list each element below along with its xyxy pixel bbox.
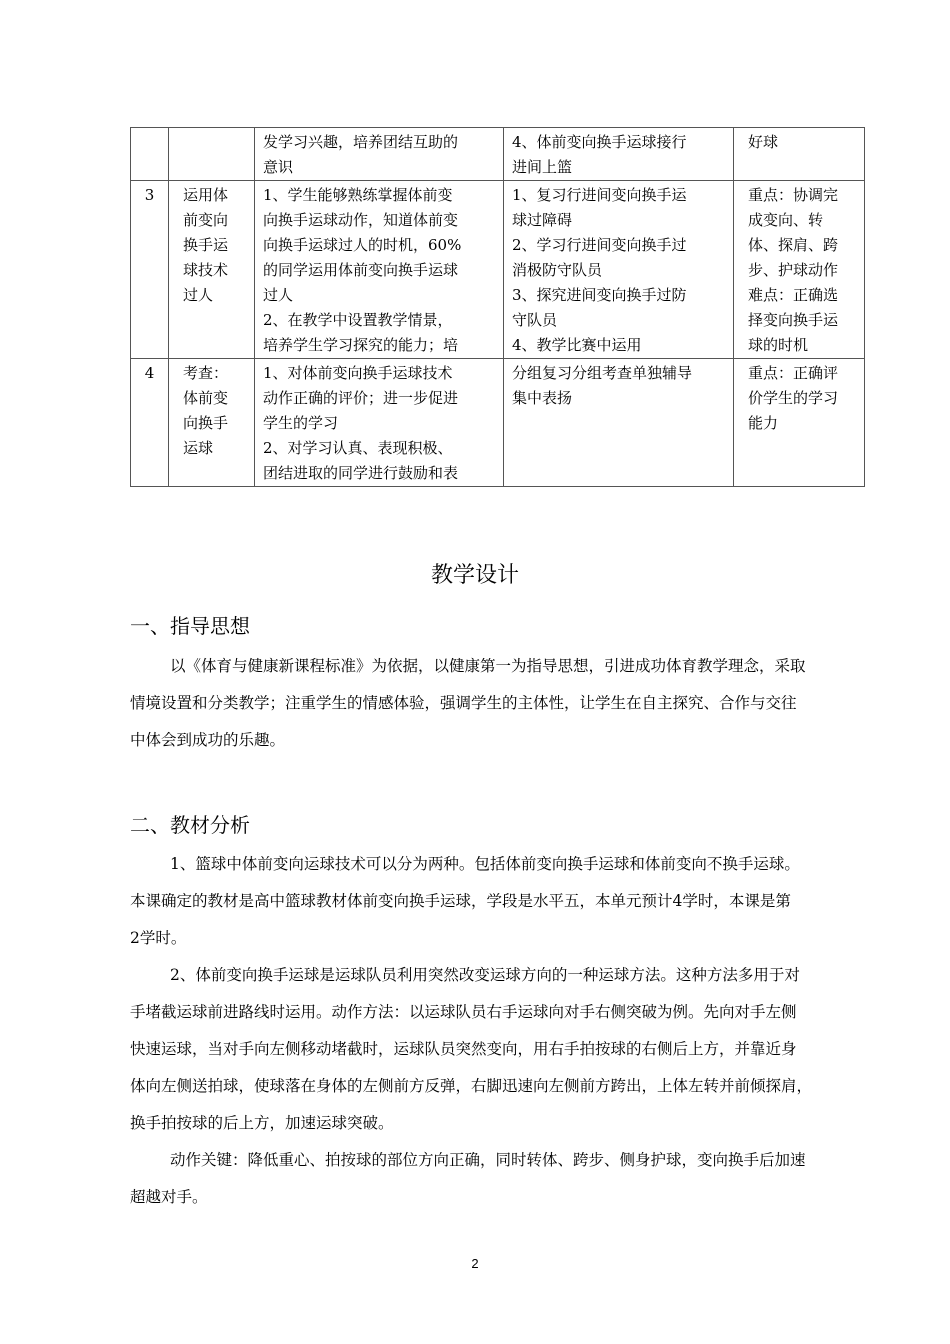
cell-line: 守队员 bbox=[512, 311, 558, 329]
cell-line: 集中表扬 bbox=[512, 389, 573, 407]
section2-paragraph-2 bbox=[130, 957, 870, 1142]
row-number: 3 bbox=[144, 186, 155, 204]
text-line: 2学时。 bbox=[130, 929, 187, 947]
cell-focus bbox=[734, 359, 865, 487]
cell-line: 1、学生能够熟练掌握体前变 bbox=[263, 186, 453, 204]
table-row bbox=[131, 181, 865, 359]
cell-line: 能力 bbox=[748, 414, 779, 432]
cell-line: 价学生的学习 bbox=[748, 389, 839, 407]
cell-line: 考查： bbox=[183, 364, 229, 382]
cell-line: 球的时机 bbox=[748, 336, 809, 354]
cell-line: 1、复习行进间变向换手运 bbox=[512, 186, 687, 204]
cell-line: 分组复习分组考查单独辅导 bbox=[512, 364, 693, 382]
cell-line: 重点：正确评 bbox=[748, 364, 839, 382]
cell-line: 2、对学习认真、表现积极、 bbox=[263, 439, 453, 457]
cell-line: 1、对体前变向换手运球技术 bbox=[263, 364, 453, 382]
table-row bbox=[131, 128, 865, 181]
cell-content bbox=[504, 128, 734, 181]
text-line: 动作关键：降低重心、拍按球的部位方向正确，同时转体、跨步、侧身护球，变向换手后加速 bbox=[170, 1151, 806, 1169]
lesson-plan-table bbox=[130, 127, 865, 487]
cell-line: 团结进取的同学进行鼓励和表 bbox=[263, 464, 459, 482]
cell-line: 学生的学习 bbox=[263, 414, 339, 432]
cell-goals bbox=[255, 128, 504, 181]
doc-title: 教学设计 bbox=[430, 563, 519, 588]
text-line: 体向左侧送拍球，使球落在身体的左侧前方反弹，右脚迅速向左侧前方跨出，上体左转并前倾探肩， bbox=[130, 1077, 813, 1095]
cell-line: 3、探究进间变向换手过防 bbox=[512, 286, 687, 304]
text-line: 情境设置和分类教学；注重学生的情感体验，强调学生的主体性，让学生在自主探究、合作与交往 bbox=[130, 694, 797, 712]
cell-content bbox=[504, 359, 734, 487]
cell-line: 2、在教学中设置教学情景， bbox=[263, 311, 453, 329]
section2-paragraph-3 bbox=[130, 1142, 870, 1216]
cell-content bbox=[504, 181, 734, 359]
cell-line: 运用体 bbox=[183, 186, 229, 204]
cell-line: 向换手运球动作，知道体前变 bbox=[263, 211, 459, 229]
cell-line: 进间上篮 bbox=[512, 158, 573, 176]
section2-heading: 二、教材分析 bbox=[130, 813, 250, 837]
cell-line: 意识 bbox=[263, 158, 294, 176]
page-number: 2 bbox=[471, 1256, 479, 1271]
cell-line: 4、教学比赛中运用 bbox=[512, 336, 642, 354]
section2-paragraph-1 bbox=[130, 846, 870, 957]
lesson-table bbox=[130, 127, 864, 487]
row-number: 4 bbox=[144, 364, 155, 382]
cell-line: 发学习兴趣，培养团结互助的 bbox=[263, 133, 459, 151]
text-line: 2、体前变向换手运球是运球队员利用突然改变运球方向的一种运球方法。这种方法多用于对 bbox=[170, 966, 800, 984]
cell-topic bbox=[169, 359, 255, 487]
text-line: 手堵截运球前进路线时运用。动作方法：以运球队员右手运球向对手右侧突破为例。先向对手左侧 bbox=[130, 1003, 797, 1021]
cell-line: 前变向 bbox=[183, 211, 229, 229]
cell-goals bbox=[255, 359, 504, 487]
text-line: 本课确定的教材是高中篮球教材体前变向换手运球，学段是水平五，本单元预计4学时，本课是第 bbox=[130, 892, 791, 910]
cell-topic bbox=[169, 128, 255, 181]
cell-line: 2、学习行进间变向换手过 bbox=[512, 236, 687, 254]
cell-line: 成变向、转 bbox=[748, 211, 824, 229]
section1-paragraph bbox=[130, 648, 870, 759]
cell-line: 步、护球动作 bbox=[748, 261, 839, 279]
cell-number bbox=[131, 181, 169, 359]
cell-topic bbox=[169, 181, 255, 359]
cell-line: 过人 bbox=[183, 286, 214, 304]
cell-number bbox=[131, 359, 169, 487]
cell-line: 体前变 bbox=[183, 389, 229, 407]
cell-focus bbox=[734, 181, 865, 359]
cell-line: 重点：协调完 bbox=[748, 186, 839, 204]
cell-line: 向换手 bbox=[183, 414, 229, 432]
cell-line: 向换手运球过人的时机，60% bbox=[263, 236, 462, 254]
cell-number bbox=[131, 128, 169, 181]
section1-heading: 一、指导思想 bbox=[130, 614, 250, 638]
text-line: 换手拍按球的后上方，加速运球突破。 bbox=[130, 1114, 394, 1132]
cell-line: 动作正确的评价；进一步促进 bbox=[263, 389, 459, 407]
cell-line: 运球 bbox=[183, 439, 214, 457]
text-line: 1、篮球中体前变向运球技术可以分为两种。包括体前变向换手运球和体前变向不换手运球。 bbox=[170, 855, 800, 873]
text-line: 快速运球，当对手向左侧移动堵截时，运球队员突然变向，用右手拍按球的右侧后上方，并靠近身 bbox=[130, 1040, 797, 1058]
text-line: 中体会到成功的乐趣。 bbox=[130, 731, 286, 749]
cell-line: 择变向换手运 bbox=[748, 311, 839, 329]
cell-line: 过人 bbox=[263, 286, 294, 304]
cell-line: 培养学生学习探究的能力；培 bbox=[263, 336, 459, 354]
table-row bbox=[131, 359, 865, 487]
cell-focus bbox=[734, 128, 865, 181]
cell-line: 换手运 bbox=[183, 236, 229, 254]
cell-line: 的同学运用体前变向换手运球 bbox=[263, 261, 459, 279]
cell-line: 难点：正确选 bbox=[748, 286, 839, 304]
cell-line: 球过障碍 bbox=[512, 211, 573, 229]
cell-line: 体、探肩、跨 bbox=[748, 236, 839, 254]
text-line: 以《体育与健康新课程标准》为依据，以健康第一为指导思想，引进成功体育教学理念，采取 bbox=[170, 657, 806, 675]
cell-goals bbox=[255, 181, 504, 359]
cell-line: 球技术 bbox=[183, 261, 229, 279]
text-line: 超越对手。 bbox=[130, 1188, 208, 1206]
cell-line: 消极防守队员 bbox=[512, 261, 603, 279]
cell-line: 好球 bbox=[748, 133, 779, 151]
cell-line: 4、体前变向换手运球接行 bbox=[512, 133, 687, 151]
